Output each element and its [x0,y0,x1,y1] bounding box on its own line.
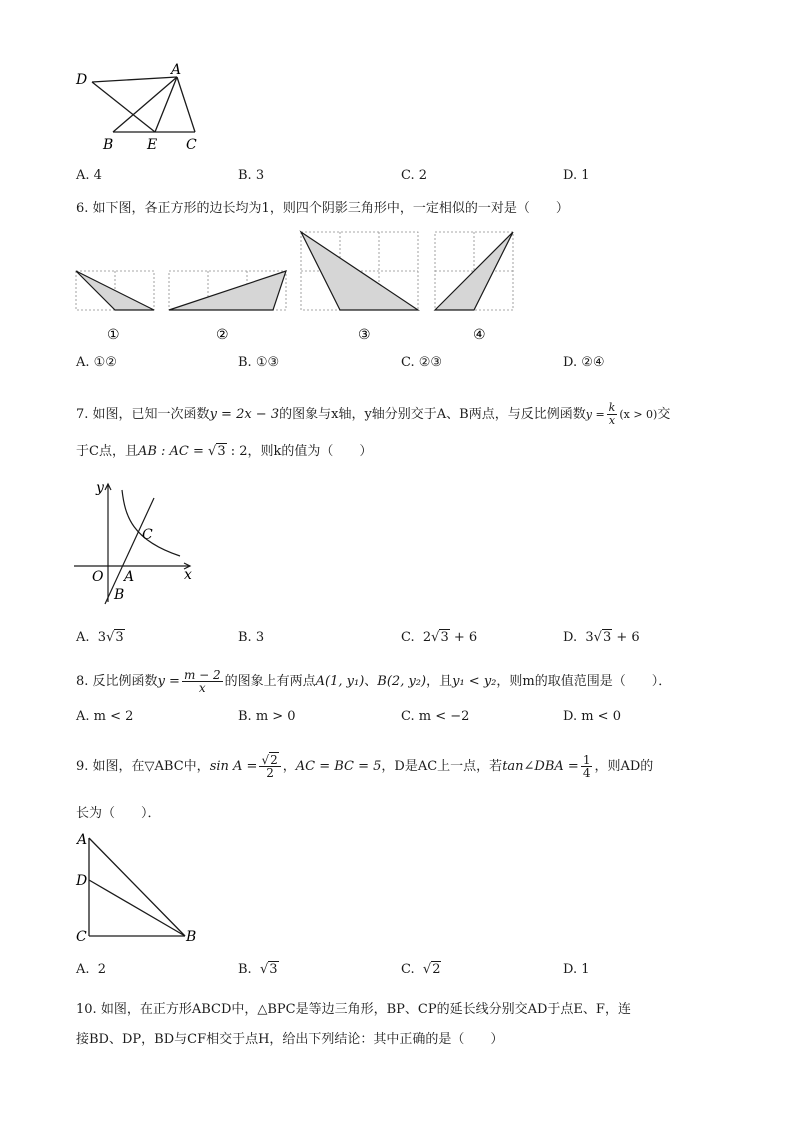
q8-option-a[interactable]: A. m < 2 [76,709,134,724]
q9-sin-num: 2 [270,753,278,767]
q6-label-1: ① [107,327,120,343]
q9-option-b-rad: 3 [269,962,278,977]
q7-option-a-prefix: A. [76,630,90,645]
q7-option-a-rad: 3 [115,630,124,645]
q8-lhs: y = [157,674,180,689]
q7-inverse-domain: (x > 0) [619,408,658,421]
q9-tan-num: 1 [582,753,591,767]
q5-label-c: C [186,137,197,153]
q7-inverse-den: x [608,414,616,427]
q5-option-a[interactable]: A. 4 [76,168,102,183]
q6-text: 如下图，各正方形的边长均为1，则四个阴影三角形中，一定相似的一对是（ ） [92,201,569,216]
q8-point1: A(1, y₁) [315,674,365,689]
q9-option-a-prefix: A. [76,962,90,977]
q8-num: m − 2 [183,668,221,682]
q7-option-b-coef: 3 [255,630,265,645]
q9-label-a: A [77,832,88,848]
q9-label-d: D [76,873,88,889]
q9-option-d-value: 1 [581,962,590,977]
q6-option-b[interactable]: B. ①③ [238,355,280,370]
q7-text-3: 交 [657,407,671,422]
q9-text-5: 长为（ ）． [76,806,161,821]
q7-label-o: O [92,569,104,585]
q7-option-b-prefix: B. [238,630,252,645]
q10-number: 10. [76,1002,97,1017]
q6-label-2: ② [216,327,229,343]
q7-text-1: 如图，已知一次函数 [92,407,210,422]
q10-stem-line1 [76,1000,631,1020]
q8-fraction [182,669,223,694]
q7-option-c[interactable]: C. 2√3 + 6 [401,630,478,645]
q7-label-y: y [96,480,104,496]
q7-option-a-coef: 3 [97,630,107,645]
q5-figure [70,62,210,154]
q9-figure [72,830,206,946]
q8-option-d[interactable]: D. m < 0 [563,709,621,724]
q7-number: 7. [76,407,89,422]
q8-condition: y₁ < y₂ [452,674,497,689]
q9-stem-line2 [76,804,161,824]
q6-stem [76,199,569,219]
q8-number: 8. [76,674,89,689]
q9-option-b[interactable]: B. √3 [238,962,278,977]
q7-text-5: ，则k的值为（ ） [247,444,373,459]
q10-text-2: 接BD、DP，BD与CF相交于点H，给出下列结论：其中正确的是（ ） [76,1032,504,1047]
q5-label-a: A [171,62,182,78]
q8-den: x [198,681,206,695]
q7-option-c-coef: 2 [422,630,432,645]
q7-ratio-lhs: AB : AC = [137,444,204,459]
q8-option-c[interactable]: C. m < −2 [401,709,470,724]
q9-tan-den: 4 [582,766,591,780]
q6-option-a[interactable]: A. ①② [76,355,117,370]
q7-label-a: A [124,569,135,585]
q8-option-b[interactable]: B. m > 0 [238,709,296,724]
q7-function: y = 2x − 3 [209,407,280,422]
q9-text-4: ，则AD的 [594,759,654,774]
q7-text-4: 于C点，且 [76,444,138,459]
q10-text-1: 如图，在正方形ABCD中，△BPC是等边三角形，BP、CP的延长线分别交AD于点E、F，连 [100,1002,631,1017]
q9-option-c-prefix: C. [401,962,415,977]
q7-label-b: B [114,587,125,603]
q6-number: 6. [76,201,89,216]
q9-number: 9. [76,759,89,774]
q8-text-1: 反比例函数 [92,674,158,689]
q6-option-d[interactable]: D. ②④ [563,355,605,370]
q6-figure [70,226,530,348]
q7-option-d[interactable]: D. 3√3 + 6 [563,630,640,645]
q7-option-c-rad: 3 [440,630,449,645]
q8-text-4: ，则m的取值范围是（ ）． [496,674,672,689]
q7-figure [70,476,200,608]
q5-label-e: E [147,137,158,153]
q9-option-d[interactable] [563,962,590,977]
q5-option-b[interactable]: B. 3 [238,168,265,183]
q9-option-c[interactable]: C. √2 [401,962,441,977]
q7-option-d-rad: 3 [602,630,612,645]
q9-text-1: 如图，在▽ABC中， [92,759,210,774]
q6-option-c[interactable]: C. ②③ [401,355,443,370]
q7-option-c-tail: + 6 [453,630,478,645]
q6-label-4: ④ [473,327,486,343]
q7-inverse-lhs: y = [585,408,605,421]
q8-sep: 、 [364,674,378,689]
q9-sin-lhs: sin A = [209,759,258,774]
q9-sin-den: 2 [266,766,274,780]
q7-option-d-prefix: D. [563,630,578,645]
q9-option-d-prefix: D. [563,962,578,977]
q9-option-b-prefix: B. [238,962,252,977]
q9-sin-fraction: $\frac{√2}{2}$ [259,754,280,779]
q8-text-2: 的图象上有两点 [224,674,316,689]
q7-option-a[interactable]: A. 3√3 [76,630,124,645]
q9-tan-fraction [581,754,593,779]
q5-label-b: B [103,137,114,153]
q7-text-2: 的图象与x轴，y轴分别交于A、B两点，与反比例函数 [279,407,586,422]
q9-text-3: ，D是AC上一点，若 [381,759,503,774]
q7-label-c: C [142,527,153,543]
q7-inverse-fraction [607,402,618,427]
q7-option-d-tail: + 6 [616,630,640,645]
q5-label-d: D [76,72,88,88]
q7-label-x: x [184,567,192,583]
q9-option-a[interactable] [76,962,106,977]
q9-option-c-rad: 2 [432,962,441,977]
q9-text-2: ， [282,759,296,774]
q9-option-a-value: 2 [97,962,107,977]
q7-inverse-num: k [608,401,616,414]
q9-tan-lhs: tan∠DBA = [502,759,579,774]
q7-option-b[interactable] [238,630,264,645]
q7-option-c-prefix: C. [401,630,415,645]
q8-text-3: ，且 [426,674,453,689]
q5-option-c[interactable]: C. 2 [401,168,428,183]
q9-label-b: B [186,929,197,945]
q6-label-3: ③ [358,327,371,343]
q8-point2: B(2, y₂) [377,674,427,689]
q7-stem-line2: 于C点，且AB : AC = √3 : 2，则k的值为（ ） [76,444,373,459]
q7-stem-line1 [76,402,670,427]
q7-ratio-rhs: : 2 [230,444,248,459]
q10-stem-line2 [76,1030,503,1050]
q5-option-d[interactable]: D. 1 [563,168,590,183]
q9-stem-line1 [76,754,653,779]
q9-sides: AC = BC = 5 [295,759,382,774]
q7-option-d-coef: 3 [585,630,594,645]
q8-stem [76,669,671,694]
q9-label-c: C [76,929,87,945]
q7-ratio-sqrt: 3 [217,444,226,459]
